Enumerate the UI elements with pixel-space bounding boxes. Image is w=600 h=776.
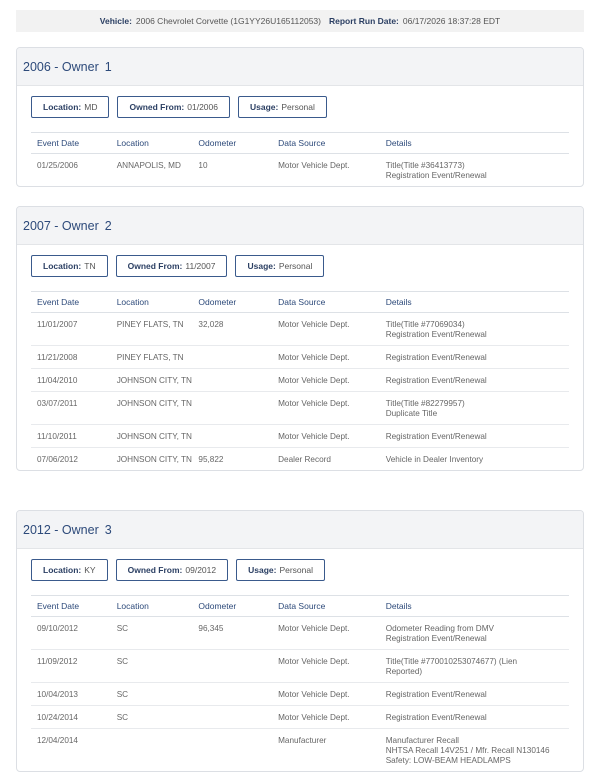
owner-number: 1	[104, 59, 112, 74]
detail-line: Odometer Reading from DMV	[385, 624, 494, 633]
event-odometer: 10	[198, 161, 208, 170]
event-source: Motor Vehicle Dept.	[278, 432, 350, 441]
detail-line: Registration Event/Renewal	[385, 713, 487, 722]
owner-header	[17, 511, 583, 549]
column-header: Odometer	[198, 138, 237, 148]
column-header: Data Source	[278, 601, 326, 611]
owned-from-pill: Owned From: 11/2007	[116, 255, 228, 277]
report-header-bar	[16, 10, 584, 32]
event-odometer	[192, 392, 272, 424]
events-table	[31, 595, 569, 771]
event-source: Motor Vehicle Dept.	[278, 713, 350, 722]
detail-line: Title(Title #77069034)	[385, 320, 465, 329]
event-date: 07/06/2012	[37, 455, 78, 464]
column-header: Data Source	[278, 138, 326, 148]
event-source: Motor Vehicle Dept.	[278, 657, 350, 666]
table-row	[31, 650, 569, 683]
owner-number: 3	[104, 522, 112, 537]
column-header: Location	[116, 138, 149, 148]
column-header: Details	[385, 138, 412, 148]
column-header: Details	[385, 297, 412, 307]
run-date-value: 06/17/2026 18:37:28 EDT	[402, 16, 501, 26]
event-date: 09/10/2012	[37, 624, 78, 633]
event-source: Motor Vehicle Dept.	[278, 353, 350, 362]
owner-header	[17, 207, 583, 245]
column-header: Event Date	[37, 138, 80, 148]
event-odometer	[192, 369, 272, 391]
event-date: 11/09/2012	[37, 657, 78, 666]
event-date: 12/04/2014	[37, 736, 78, 745]
event-location: JOHNSON CITY, TN	[116, 432, 192, 441]
event-date: 11/04/2010	[37, 376, 78, 385]
event-location: ANNAPOLIS, MD	[116, 161, 181, 170]
detail-line: Manufacturer Recall	[385, 736, 459, 745]
event-details	[380, 683, 569, 705]
detail-line: Vehicle in Dealer Inventory	[385, 455, 484, 464]
event-date: 10/24/2014	[37, 713, 78, 722]
table-row	[31, 683, 569, 706]
event-date: 01/25/2006	[37, 161, 78, 170]
owner-number: 2	[104, 218, 112, 233]
column-header: Event Date	[37, 297, 80, 307]
detail-line: Registration Event/Renewal	[385, 171, 487, 180]
event-location	[111, 729, 193, 771]
detail-line: Reported)	[385, 667, 423, 676]
location-pill: Location: TN	[31, 255, 108, 277]
event-details	[380, 706, 569, 728]
table-row	[31, 617, 569, 650]
event-odometer	[192, 683, 272, 705]
table-row	[31, 729, 569, 771]
detail-line: Registration Event/Renewal	[385, 432, 487, 441]
run-date-label: Report Run Date:	[328, 16, 399, 26]
column-header: Location	[116, 601, 149, 611]
owner-header	[17, 48, 583, 86]
column-header: Location	[116, 297, 149, 307]
event-odometer	[192, 346, 272, 368]
owner-card-1	[16, 47, 584, 187]
column-header: Data Source	[278, 297, 326, 307]
detail-line: Registration Event/Renewal	[385, 376, 487, 385]
detail-line: Registration Event/Renewal	[385, 353, 487, 362]
usage-pill: Usage: Personal	[235, 255, 324, 277]
owner-title: 2012 - Owner	[23, 522, 99, 537]
event-source: Motor Vehicle Dept.	[278, 690, 350, 699]
event-details	[380, 154, 569, 186]
owner-summary	[17, 549, 583, 591]
column-header: Odometer	[198, 297, 237, 307]
event-location: JOHNSON CITY, TN	[116, 455, 192, 464]
event-details	[380, 313, 569, 345]
event-odometer	[192, 706, 272, 728]
event-source: Motor Vehicle Dept.	[278, 624, 350, 633]
event-details	[380, 617, 569, 649]
detail-line: NHTSA Recall 14V251 / Mfr. Recall N130146	[385, 746, 550, 755]
table-header	[31, 291, 569, 313]
events-table	[31, 132, 569, 186]
location-pill: Location: MD	[31, 96, 109, 118]
usage-pill: Usage: Personal	[236, 559, 325, 581]
event-date: 10/04/2013	[37, 690, 78, 699]
event-details	[380, 729, 569, 771]
event-details	[380, 346, 569, 368]
event-location: PINEY FLATS, TN	[116, 353, 184, 362]
event-odometer: 95,822	[198, 455, 224, 464]
detail-line: Registration Event/Renewal	[385, 634, 487, 643]
event-source: Motor Vehicle Dept.	[278, 376, 350, 385]
event-location: SC	[116, 657, 129, 666]
event-location: SC	[116, 624, 129, 633]
detail-line: Duplicate Title	[385, 409, 438, 418]
event-details	[380, 650, 569, 682]
owner-title: 2006 - Owner	[23, 59, 99, 74]
events-table	[31, 291, 569, 470]
column-header: Odometer	[198, 601, 237, 611]
event-location: SC	[116, 690, 129, 699]
table-row	[31, 369, 569, 392]
event-location: JOHNSON CITY, TN	[116, 399, 192, 408]
event-source: Motor Vehicle Dept.	[278, 399, 350, 408]
column-header: Event Date	[37, 601, 80, 611]
owner-summary	[17, 86, 583, 128]
event-location: PINEY FLATS, TN	[116, 320, 184, 329]
owner-title: 2007 - Owner	[23, 218, 99, 233]
owner-summary	[17, 245, 583, 287]
event-odometer	[192, 729, 272, 771]
detail-line: Registration Event/Renewal	[385, 330, 487, 339]
detail-line: Title(Title #82279957)	[385, 399, 465, 408]
event-source: Motor Vehicle Dept.	[278, 161, 350, 170]
event-odometer	[192, 425, 272, 447]
owned-from-pill: Owned From: 09/2012	[116, 559, 229, 581]
event-odometer: 32,028	[198, 320, 224, 329]
event-source: Manufacturer	[278, 736, 327, 745]
table-row	[31, 392, 569, 425]
event-source: Dealer Record	[278, 455, 331, 464]
owner-card-3	[16, 510, 584, 772]
table-row	[31, 425, 569, 448]
event-date: 11/10/2011	[37, 432, 77, 441]
event-source: Motor Vehicle Dept.	[278, 320, 350, 329]
event-details	[380, 369, 569, 391]
table-header	[31, 595, 569, 617]
event-date: 11/21/2008	[37, 353, 78, 362]
event-details	[380, 448, 569, 470]
detail-line: Safety: LOW-BEAM HEADLAMPS	[385, 756, 511, 765]
owned-from-pill: Owned From: 01/2006	[117, 96, 230, 118]
event-odometer: 96,345	[198, 624, 224, 633]
table-header	[31, 132, 569, 154]
table-row	[31, 448, 569, 470]
owner-card-2	[16, 206, 584, 471]
event-odometer	[192, 650, 272, 682]
vehicle-value: 2006 Chevrolet Corvette (1G1YY26U165112053)	[135, 16, 321, 26]
event-location: SC	[116, 713, 129, 722]
event-details	[380, 392, 569, 424]
vehicle-label: Vehicle:	[99, 16, 132, 26]
usage-pill: Usage: Personal	[238, 96, 327, 118]
detail-line: Title(Title #770010253074677) (Lien	[385, 657, 518, 666]
detail-line: Registration Event/Renewal	[385, 690, 487, 699]
event-location: JOHNSON CITY, TN	[116, 376, 192, 385]
event-date: 03/07/2011	[37, 399, 78, 408]
table-row	[31, 346, 569, 369]
column-header: Details	[385, 601, 412, 611]
table-row	[31, 313, 569, 346]
table-row	[31, 706, 569, 729]
event-details	[380, 425, 569, 447]
event-date: 11/01/2007	[37, 320, 78, 329]
location-pill: Location: KY	[31, 559, 108, 581]
table-row	[31, 154, 569, 186]
detail-line: Title(Title #36413773)	[385, 161, 465, 170]
